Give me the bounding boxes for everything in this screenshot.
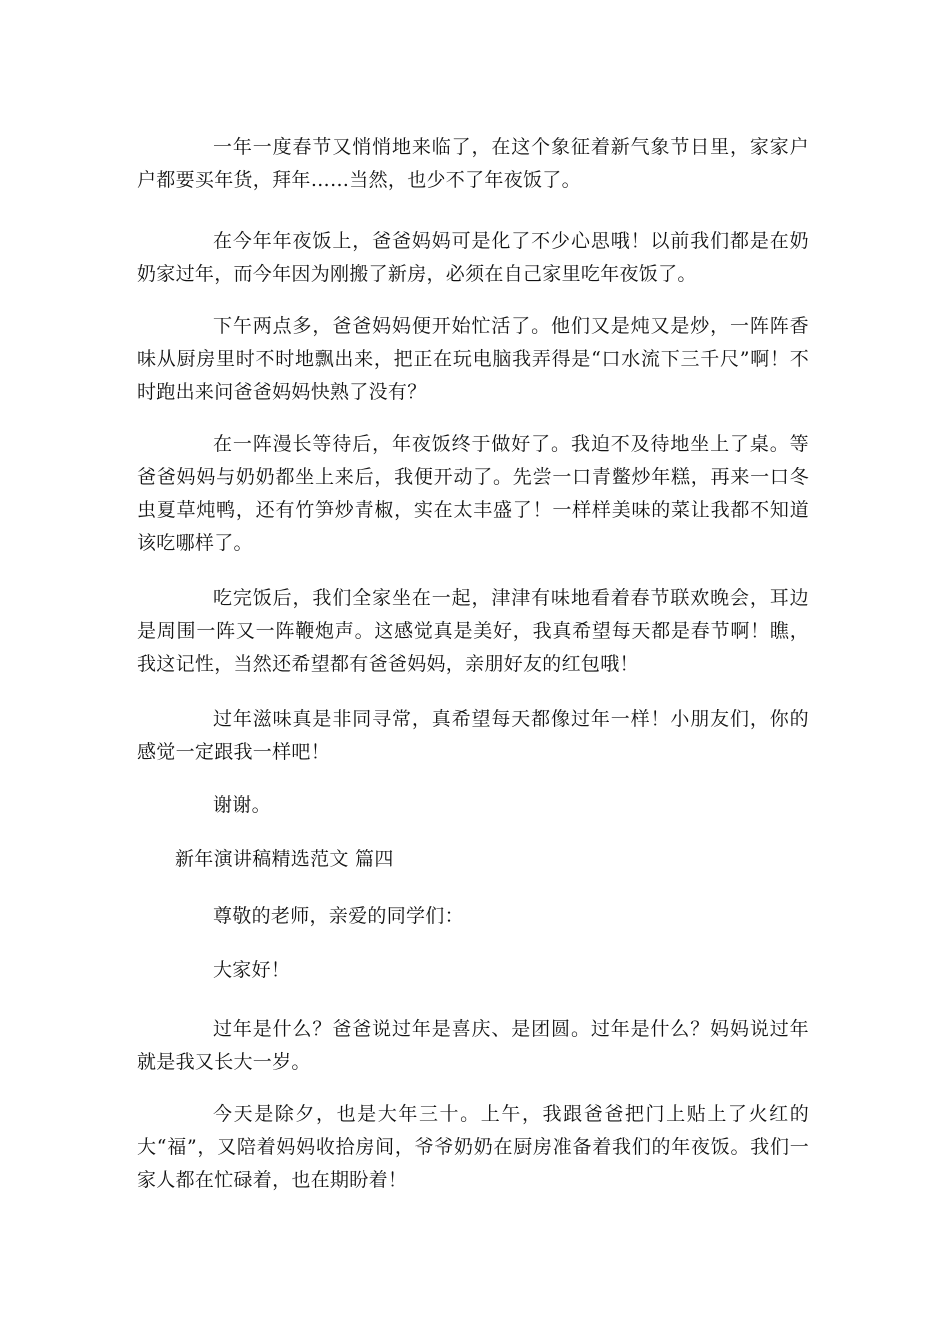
paragraph-hello-everyone: 大家好！ [213, 959, 291, 981]
section-heading: 新年演讲稿精选范文 篇四 [175, 848, 394, 870]
paragraph-new-years-eve: 今天是除夕，也是大年三十。上午，我跟爸爸把门上贴上了火红的大“福”，又陪着妈妈收拾房间，爷爷奶奶在厨房准备着我们的年夜饭。我们一家人都在忙碌着，也在期盼着！ [137, 1103, 809, 1191]
paragraph-new-year-arrives: 一年一度春节又悄悄地来临了，在这个象征着新气象节日里，家家户户都要买年货，拜年……当然，也少不了年夜饭了。 [137, 136, 809, 191]
paragraph-new-year-taste: 过年滋味真是非同寻常，真希望每天都像过年一样！小朋友们，你的感觉一定跟我一样吧！ [137, 708, 809, 763]
paragraph-dinner-served: 在一阵漫长等待后，年夜饭终于做好了。我迫不及待地坐上了桌。等爸爸妈妈与奶奶都坐上来后，我便开动了。先尝一口青鳖炒年糕，再来一口冬虫夏草炖鸭，还有竹笋炒青椒，实在太丰盛了！一样样美味的菜让我都不知道该吃哪样了。 [137, 433, 809, 554]
paragraph-after-dinner: 吃完饭后，我们全家坐在一起，津津有味地看着春节联欢晚会，耳边是周围一阵又一阵鞭炮声。这感觉真是美好，我真希望每天都是春节啊！瞧，我这记性，当然还希望都有爸爸妈妈，亲朋好友的红包哦！ [137, 587, 809, 675]
paragraph-afternoon-cooking: 下午两点多，爸爸妈妈便开始忙活了。他们又是炖又是炒，一阵阵香味从厨房里时不时地飘出来，把正在玩电脑我弄得是“口水流下三千尺”啊！不时跑出来问爸爸妈妈快熟了没有？ [137, 315, 809, 403]
paragraph-what-is-new-year: 过年是什么？爸爸说过年是喜庆、是团圆。过年是什么？妈妈说过年就是我又长大一岁。 [137, 1018, 809, 1073]
paragraph-new-year-dinner: 在今年年夜饭上，爸爸妈妈可是化了不少心思哦！以前我们都是在奶奶家过年，而今年因为刚搬了新房，必须在自己家里吃年夜饭了。 [137, 230, 809, 285]
paragraph-greeting-audience: 尊敬的老师，亲爱的同学们： [213, 905, 464, 927]
paragraph-thanks: 谢谢。 [213, 794, 271, 816]
